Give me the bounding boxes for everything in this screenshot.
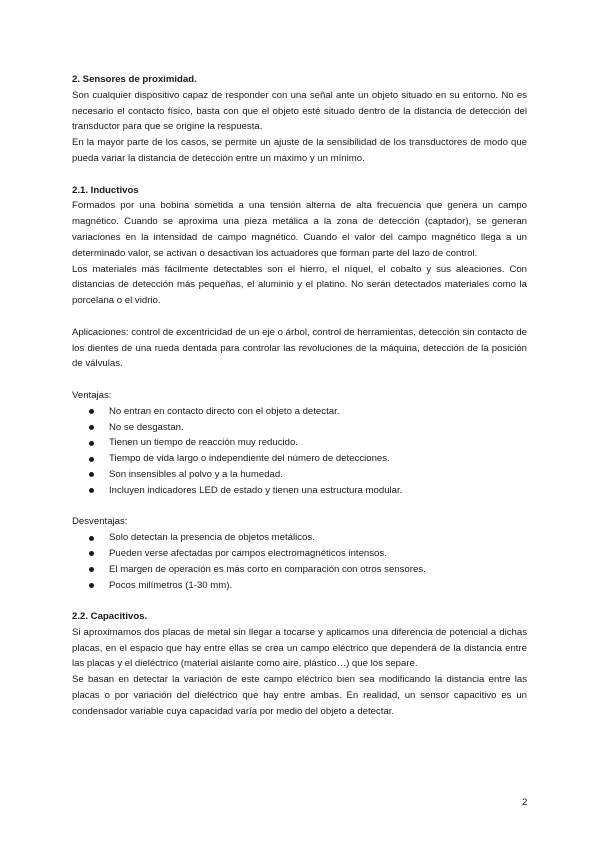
section-2-2-paragraph-1: Si aproximamos dos placas de metal sin llegar a tocarse y aplicamos una diferencia de potencial a dichas placas, en el espacio que hay entre ellas se crea un campo eléctrico que dependerá de la distancia entre las placas y el dieléctrico (material aislante como aire, plástico…) que los separe. bbox=[72, 626, 527, 670]
section-2-2-paragraph-2: Se basan en detectar la variación de este campo eléctrico bien sea modificando la distancia entre las placas o por variación del dieléctrico que hay entre ambas. En realidad, un sensor capacitivo es un condensador variable cuya capacidad varía por medio del objeto a detectar. bbox=[72, 674, 527, 717]
advantage-item bbox=[72, 404, 527, 420]
disadvantage-item bbox=[72, 546, 527, 562]
advantage-text: Incluyen indicadores LED de estado y tienen una estructura modular. bbox=[109, 484, 403, 496]
advantage-text: No entran en contacto directo con el objeto a detectar. bbox=[109, 405, 340, 417]
advantages-list bbox=[72, 404, 527, 499]
bullet-icon bbox=[89, 551, 94, 556]
advantage-text: Son insensibles al polvo y a la humedad. bbox=[109, 468, 283, 480]
advantage-text: Tienen un tiempo de reacción muy reducido. bbox=[109, 437, 298, 449]
advantage-item bbox=[72, 483, 527, 499]
advantage-item bbox=[72, 451, 527, 467]
disadvantage-text: El margen de operación es más corto en comparación con otros sensores. bbox=[109, 563, 426, 575]
section-2-1-paragraph-1: Formados por una bobina sometida a una tensión alterna de alta frecuencia que genera un campo magnético. Cuando se aproxima una pieza metálica a la zona de detección (captador), se generan variaciones en la intensidad de campo magnético. Cuando el valor del campo magnético llega a un determinado valor, se activan o desactivan los actuadores que forman parte del lazo de control. bbox=[72, 200, 527, 259]
disadvantages-list bbox=[72, 530, 527, 593]
spacer bbox=[72, 499, 527, 515]
spacer bbox=[72, 167, 527, 183]
disadvantage-text: Pocos milímetros (1-30 mm). bbox=[109, 579, 233, 591]
bullet-icon bbox=[89, 567, 94, 572]
disadvantage-text: Solo detectan la presencia de objetos metálicos. bbox=[109, 532, 315, 544]
spacer bbox=[72, 309, 527, 325]
disadvantage-text: Pueden verse afectadas por campos electromagnéticos intensos. bbox=[109, 547, 387, 559]
section-2-1-paragraph-2: Los materiales más fácilmente detectables son el hierro, el níquel, el cobalto y sus aleaciones. Con distancias de detección más pequeñas, el aluminio y el platino. No serán detectados materiales como la porcelana o el vidrio. bbox=[72, 263, 527, 307]
section-2-paragraph-2: En la mayor parte de los casos, se permite un ajuste de la sensibilidad de los transductores de modo que pueda variar la distancia de detección entre un máximo y un mínimo. bbox=[72, 137, 527, 164]
bullet-icon bbox=[89, 441, 94, 446]
disadvantage-item bbox=[72, 562, 527, 578]
advantage-item bbox=[72, 420, 527, 436]
bullet-icon bbox=[89, 583, 94, 588]
disadvantages-title: Desventajas: bbox=[72, 516, 128, 528]
advantage-text: Tiempo de vida largo o independiente del número de detecciones. bbox=[109, 453, 390, 465]
bullet-icon bbox=[89, 472, 94, 477]
section-2-title: 2. Sensores de proximidad. bbox=[72, 74, 197, 85]
bullet-icon bbox=[89, 457, 94, 462]
spacer bbox=[72, 372, 527, 388]
applications-paragraph: Aplicaciones: control de excentricidad de un eje o árbol, control de herramientas, detección sin contacto de los dientes de una rueda dentada para controlar las revoluciones de la máquina, detección de la posición de válvulas. bbox=[72, 326, 527, 370]
bullet-icon bbox=[89, 425, 94, 430]
advantage-item bbox=[72, 467, 527, 483]
advantages-title: Ventajas: bbox=[72, 389, 112, 401]
spacer bbox=[72, 593, 527, 609]
page-number: 2 bbox=[522, 797, 528, 808]
disadvantage-item bbox=[72, 578, 527, 594]
bullet-icon bbox=[89, 488, 94, 493]
section-2-1-title: 2.1. Inductivos bbox=[72, 184, 139, 196]
bullet-icon bbox=[89, 409, 94, 414]
bullet-icon bbox=[89, 536, 94, 541]
section-2-2-title: 2.2. Capacitivos. bbox=[72, 611, 148, 623]
advantage-text: No se desgastan. bbox=[109, 421, 184, 433]
advantage-item bbox=[72, 435, 527, 451]
section-2-paragraph-1: Son cualquier dispositivo capaz de responder con una señal ante un objeto situado en su entorno. No es necesario el contacto físico, basta con que el objeto esté situado dentro de la distancia de detección del transductor para que se origine la respuesta. bbox=[72, 89, 527, 133]
page-content bbox=[72, 72, 527, 720]
disadvantage-item bbox=[72, 530, 527, 546]
